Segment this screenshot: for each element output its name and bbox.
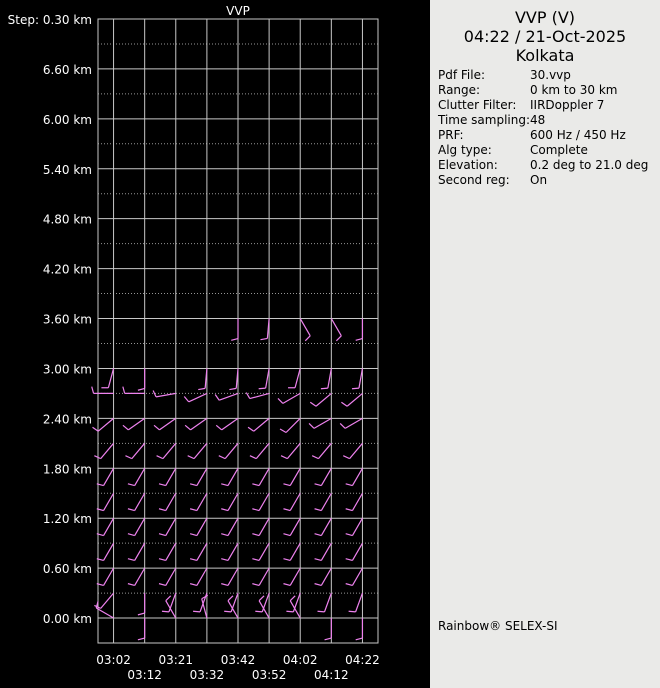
y-tick-label: 3.60 km xyxy=(42,312,92,327)
wind-barb-staff xyxy=(352,468,362,485)
wind-barb-staff xyxy=(352,568,362,585)
wind-barb-feather xyxy=(248,427,254,431)
info-label: Time sampling: xyxy=(438,113,531,127)
wind-barb-staff xyxy=(359,368,362,388)
wind-barb-feather xyxy=(309,423,314,428)
wind-barb-staff xyxy=(96,608,113,618)
wind-barb-feather xyxy=(159,584,166,586)
wind-barb-staff xyxy=(189,393,207,401)
wind-barb-staff xyxy=(314,418,331,428)
brand-label: Rainbow® SELEX-SI xyxy=(438,619,558,633)
x-tick-label: 04:22 xyxy=(345,653,380,667)
wind-barb-feather xyxy=(336,336,341,341)
x-tick-label: 03:32 xyxy=(189,668,225,682)
y-tick-label: 1.80 km xyxy=(42,462,92,477)
wind-barb-staff xyxy=(135,568,145,585)
wind-barb-staff xyxy=(104,468,114,485)
wind-barb-staff xyxy=(156,393,176,396)
info-value: On xyxy=(530,173,548,187)
wind-barb-feather xyxy=(255,611,262,612)
wind-barb-staff xyxy=(290,568,300,585)
wind-barb-feather xyxy=(138,613,145,615)
y-tick-label: 5.40 km xyxy=(42,162,92,177)
wind-barb-feather xyxy=(157,456,163,459)
wind-barb-staff xyxy=(98,418,113,431)
info-value: 48 xyxy=(530,113,546,127)
wind-barb-staff xyxy=(295,368,300,387)
wind-barb-feather xyxy=(315,484,322,486)
info-label: Second reg: xyxy=(438,173,510,187)
info-value: 0.2 deg to 21.0 deg xyxy=(530,158,649,172)
wind-barb-feather xyxy=(190,584,197,586)
wind-barb-staff xyxy=(225,443,238,458)
wind-barb-feather xyxy=(190,509,197,511)
wind-barb-feather xyxy=(159,534,166,536)
wind-barb-feather xyxy=(259,388,266,389)
wind-barb-staff xyxy=(287,443,300,458)
wind-barb-feather xyxy=(315,509,322,511)
wind-barb-staff xyxy=(101,593,114,608)
wind-barb-feather xyxy=(190,559,197,561)
info-value: IIRDoppler 7 xyxy=(530,98,605,112)
info-value: Complete xyxy=(530,143,588,157)
wind-barb-feather xyxy=(198,388,205,389)
wind-barb-feather xyxy=(260,338,267,339)
wind-barb-feather xyxy=(231,339,238,341)
wind-barb-staff xyxy=(321,468,331,485)
x-tick-label: 03:21 xyxy=(158,653,194,667)
y-tick-label: 2.40 km xyxy=(42,412,92,427)
wind-barb-staff xyxy=(316,393,331,406)
wind-barb-feather xyxy=(315,584,322,586)
wind-barb-feather xyxy=(283,509,290,511)
wind-barb-feather xyxy=(318,611,325,612)
wind-barb-staff xyxy=(128,418,144,429)
wind-barb-feather xyxy=(259,596,264,601)
wind-barb-feather xyxy=(252,584,259,586)
wind-barb-staff xyxy=(256,443,269,458)
wind-barb-staff xyxy=(194,443,207,458)
wind-barb-feather xyxy=(346,509,353,511)
wind-barb-staff xyxy=(135,543,145,560)
wind-barb-feather xyxy=(341,402,347,406)
wind-barb-feather xyxy=(310,402,316,406)
wind-barb-feather xyxy=(343,456,349,459)
wind-barb-staff xyxy=(135,468,145,485)
wind-barb-feather xyxy=(138,388,145,390)
wind-barb-staff xyxy=(104,568,114,585)
wind-barb-staff xyxy=(135,518,145,535)
product-datetime: 04:22 / 21-Oct-2025 xyxy=(463,27,627,46)
wind-barb-feather xyxy=(216,425,221,429)
wind-barb-staff xyxy=(321,493,331,510)
wind-barb-staff xyxy=(321,543,331,560)
y-tick-label: 1.20 km xyxy=(42,512,92,527)
site-name: Kolkata xyxy=(515,46,575,65)
wind-barb-staff xyxy=(101,443,114,458)
wind-barb-feather xyxy=(224,611,231,612)
y-tick-label: 0.00 km xyxy=(42,612,92,627)
wind-barb-feather xyxy=(280,429,286,433)
wind-barb-feather xyxy=(321,388,328,389)
wind-barb-staff xyxy=(318,443,331,458)
wind-barb-feather xyxy=(312,456,318,459)
wind-barb-staff xyxy=(347,393,362,406)
wind-barb-staff xyxy=(324,593,331,612)
wind-barb-feather xyxy=(346,584,353,586)
chart-title: VVP xyxy=(226,4,250,18)
y-tick-label: 4.80 km xyxy=(42,212,92,227)
wind-barb-staff xyxy=(259,468,269,485)
wind-barb-feather xyxy=(356,339,363,341)
wind-barb-staff xyxy=(250,393,269,398)
wind-barb-staff xyxy=(290,493,300,510)
x-tick-label: 03:52 xyxy=(251,668,287,682)
info-panel xyxy=(430,0,660,688)
wind-barb-feather xyxy=(128,584,135,586)
wind-barb-feather xyxy=(92,387,94,394)
wind-barb-staff xyxy=(166,601,176,618)
wind-barb-feather xyxy=(190,484,197,486)
wind-barb-staff xyxy=(290,543,300,560)
wind-barb-feather xyxy=(283,484,290,486)
wind-barb-feather xyxy=(305,336,310,341)
wind-barb-staff xyxy=(290,468,300,485)
wind-barb-feather xyxy=(315,559,322,561)
info-row-second-reg xyxy=(438,173,658,188)
wind-barb-staff xyxy=(197,493,207,510)
wind-barb-staff xyxy=(219,393,238,400)
wind-barb-feather xyxy=(283,584,290,586)
wind-barb-staff xyxy=(197,568,207,585)
wind-barb-staff xyxy=(356,593,363,612)
info-label: PRF: xyxy=(438,128,464,142)
wind-barb-staff xyxy=(321,568,331,585)
wind-barb-staff xyxy=(166,468,176,485)
info-row-prf xyxy=(438,128,658,143)
wind-barb-staff xyxy=(328,368,331,388)
info-label: Elevation: xyxy=(438,158,498,172)
wind-barb-feather xyxy=(184,396,188,401)
wind-barb-feather xyxy=(286,611,293,612)
wind-barb-staff xyxy=(290,601,300,618)
wind-barb-staff xyxy=(259,493,269,510)
info-row-time-sampling xyxy=(438,113,658,128)
wind-barb-staff xyxy=(200,593,207,612)
wind-barb-feather xyxy=(250,456,256,459)
wind-barb-staff xyxy=(300,319,310,336)
y-tick-label: 6.00 km xyxy=(42,112,92,127)
info-label: Range: xyxy=(438,83,481,97)
wind-barb-staff xyxy=(352,493,362,510)
wind-barb-feather xyxy=(159,509,166,511)
wind-barb-staff xyxy=(197,468,207,485)
wind-barb-staff xyxy=(166,518,176,535)
info-row-alg-type xyxy=(438,143,658,158)
x-tick-label: 03:12 xyxy=(127,668,162,682)
wind-barb-staff xyxy=(104,518,114,535)
wind-barb-staff xyxy=(259,601,269,618)
wind-barb-staff xyxy=(159,418,175,429)
wind-barb-feather xyxy=(325,638,332,640)
wind-barb-feather xyxy=(128,559,135,561)
info-label: Pdf File: xyxy=(438,68,486,82)
y-tick-label: Step: 0.30 km xyxy=(7,13,92,27)
wind-barb-staff xyxy=(104,543,114,560)
product-title: VVP (V) xyxy=(514,8,576,27)
wind-barb-feather xyxy=(352,388,359,389)
wind-barb-staff xyxy=(266,368,269,388)
info-value: 0 km to 30 km xyxy=(530,83,618,97)
wind-barb-staff xyxy=(228,468,238,485)
wind-barb-staff xyxy=(163,443,176,458)
wind-barb-staff xyxy=(254,418,269,431)
wind-barb-staff xyxy=(228,601,238,618)
wind-barb-feather xyxy=(159,484,166,486)
wind-barb-staff xyxy=(290,518,300,535)
wind-barb-staff xyxy=(228,568,238,585)
wind-barb-feather xyxy=(346,484,353,486)
wind-barb-feather xyxy=(221,509,228,511)
y-tick-label: 0.60 km xyxy=(42,562,92,577)
wind-barb-feather xyxy=(252,484,259,486)
x-tick-label: 04:12 xyxy=(314,668,349,682)
wind-barb-staff xyxy=(166,493,176,510)
wind-barb-feather xyxy=(221,584,228,586)
wind-barb-feather xyxy=(221,559,228,561)
wind-barb-feather xyxy=(159,559,166,561)
wind-barb-staff xyxy=(259,568,269,585)
wind-barb-feather xyxy=(123,387,125,394)
wind-barb-feather xyxy=(283,534,290,536)
info-label: Clutter Filter: xyxy=(438,98,517,112)
wind-barb-feather xyxy=(229,388,236,389)
x-tick-label: 04:02 xyxy=(282,653,318,667)
info-value: 30.vvp xyxy=(530,68,571,82)
wind-barb-feather xyxy=(281,456,287,459)
wind-barb-feather xyxy=(349,611,356,612)
x-tick-label: 03:02 xyxy=(96,653,131,667)
wind-barb-staff xyxy=(166,543,176,560)
wind-barb-staff xyxy=(108,368,113,387)
wind-barb-staff xyxy=(191,418,207,429)
wind-barb-staff xyxy=(331,319,341,336)
wind-barb-feather xyxy=(125,456,131,459)
wind-barb-feather xyxy=(252,559,259,561)
y-tick-label: 3.00 km xyxy=(42,362,92,377)
wind-barb-staff xyxy=(228,543,238,560)
wind-barb-feather xyxy=(252,534,259,536)
wind-barb-feather xyxy=(166,596,171,601)
wind-barb-staff xyxy=(345,418,362,428)
wind-barb-feather xyxy=(185,425,190,429)
wind-barb-feather xyxy=(190,534,197,536)
wind-barb-feather xyxy=(93,427,99,431)
wind-barb-feather xyxy=(315,534,322,536)
wind-barb-feather xyxy=(128,484,135,486)
wind-barb-feather xyxy=(123,425,128,429)
wind-barb-staff xyxy=(197,543,207,560)
wind-barb-staff xyxy=(352,543,362,560)
info-row-range xyxy=(438,83,658,98)
wind-barb-feather xyxy=(128,534,135,536)
wind-barb-feather xyxy=(221,534,228,536)
wind-barb-staff xyxy=(352,518,362,535)
wind-barb-feather xyxy=(162,611,169,612)
y-tick-label: 4.20 km xyxy=(42,262,92,277)
wind-barb-staff xyxy=(350,443,363,458)
wind-barb-feather xyxy=(193,611,200,612)
wind-barb-feather xyxy=(221,484,228,486)
wind-barb-staff xyxy=(135,493,145,510)
info-row-elevation xyxy=(438,158,658,173)
wind-barb-feather xyxy=(128,509,135,511)
wind-barb-staff xyxy=(228,518,238,535)
wind-barb-staff xyxy=(259,543,269,560)
wind-barb-feather xyxy=(340,423,345,428)
wind-barb-feather xyxy=(346,559,353,561)
wind-barb-feather xyxy=(154,425,159,429)
wind-barb-feather xyxy=(356,638,363,640)
y-tick-label: 6.60 km xyxy=(42,62,92,77)
wind-barb-feather xyxy=(228,596,233,601)
info-row-pdf-file xyxy=(438,68,658,83)
x-tick-label: 03:42 xyxy=(220,653,256,667)
info-label: Alg type: xyxy=(438,143,492,157)
wind-barb-staff xyxy=(228,493,238,510)
wind-barb-feather xyxy=(219,456,225,459)
wind-barb-staff xyxy=(132,443,145,458)
wind-barb-feather xyxy=(138,638,145,640)
wind-barb-feather xyxy=(188,456,194,459)
wind-barb-staff xyxy=(283,393,300,403)
wind-barb-feather xyxy=(215,395,219,401)
wind-barb-staff xyxy=(166,568,176,585)
wind-barb-feather xyxy=(283,559,290,561)
wind-barb-staff xyxy=(286,418,300,432)
info-row-clutter-filter xyxy=(438,98,658,113)
wind-barb-staff xyxy=(197,518,207,535)
wind-barb-feather xyxy=(252,509,259,511)
wind-barb-staff xyxy=(222,418,238,429)
wind-barb-staff xyxy=(104,493,114,510)
wind-barb-feather xyxy=(278,398,283,403)
wind-barb-staff xyxy=(259,518,269,535)
wind-barb-feather xyxy=(346,534,353,536)
info-value: 600 Hz / 450 Hz xyxy=(530,128,626,142)
wind-barb-staff xyxy=(321,518,331,535)
wind-barb-feather xyxy=(290,596,295,601)
